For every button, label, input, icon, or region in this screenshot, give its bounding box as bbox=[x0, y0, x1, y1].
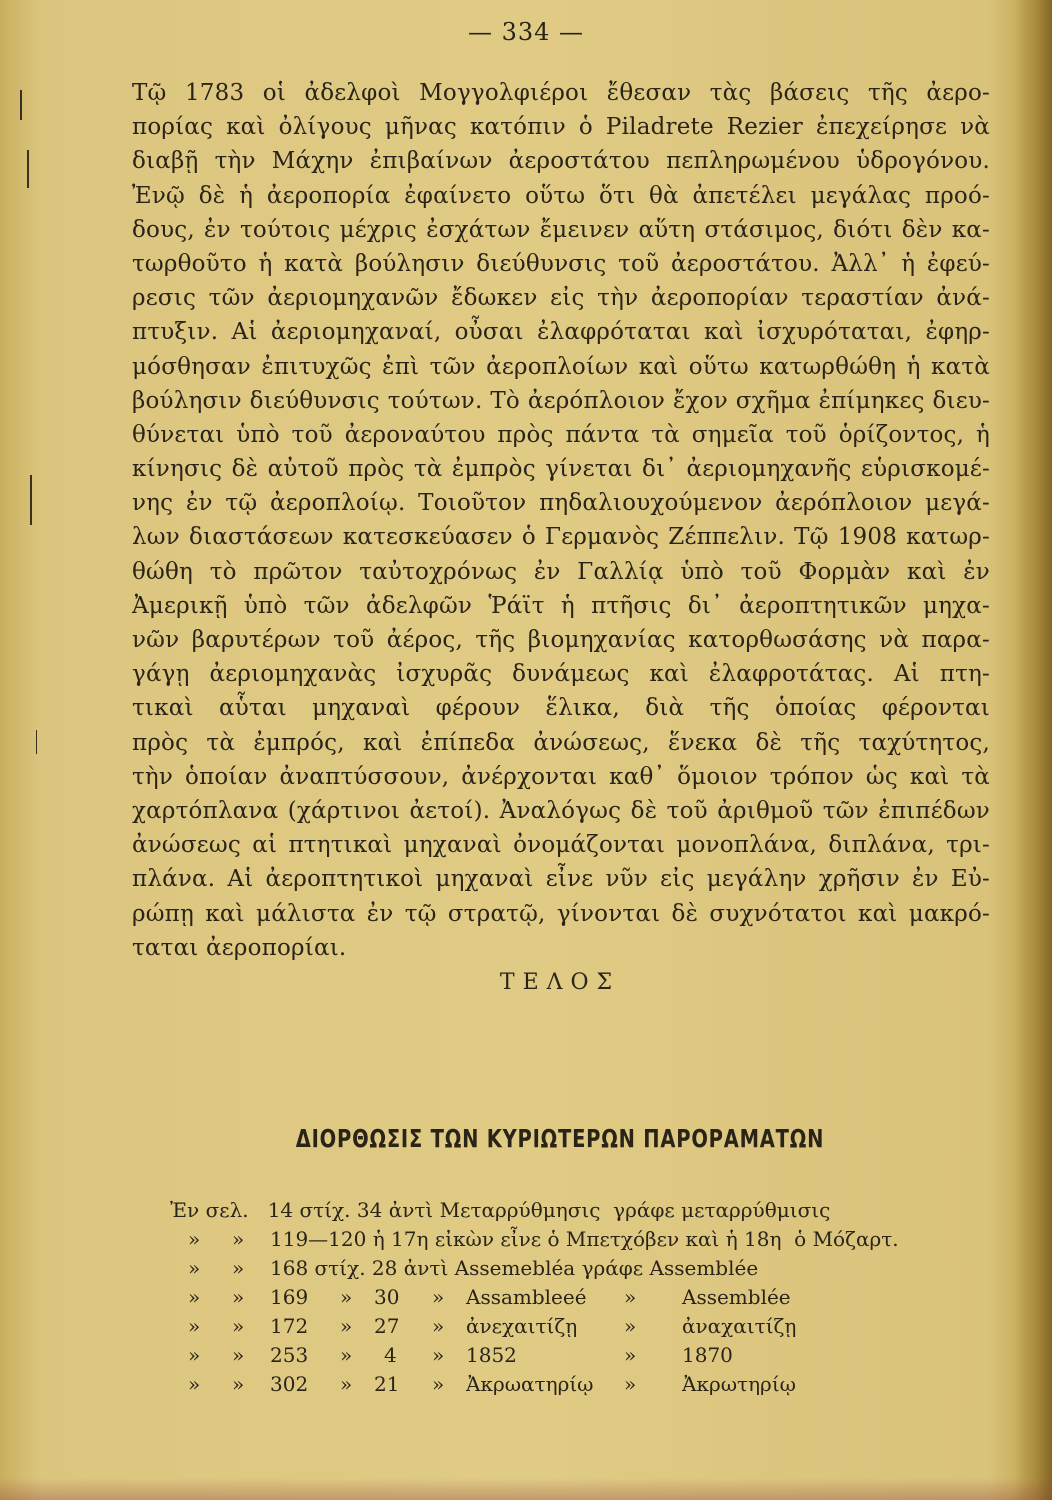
page-edge-shadow bbox=[1014, 0, 1052, 1500]
errata-row-text: 168 στίχ. 28 ἀντὶ Assemebléa γράφε Assemblée bbox=[270, 1256, 759, 1280]
ditto-mark: » bbox=[232, 1314, 245, 1338]
the-end-heading: ΤΕΛΟΣ bbox=[499, 970, 621, 995]
errata-line: 4 bbox=[384, 1343, 397, 1367]
text-line: βούλησιν διεύθυνσις τούτων. Τὸ ἀερόπλοιον ἔχον σχῆμα ἐπίμηκες διευ- bbox=[132, 387, 990, 414]
margin-pencil-mark bbox=[30, 475, 32, 525]
ditto-mark: » bbox=[432, 1285, 445, 1309]
text-line: πτυξιν. Αἱ ἀεριομηχαναί, οὖσαι ἐλαφρόταται καὶ ἰσχυρόταται, ἐφηρ- bbox=[132, 319, 990, 346]
page-bottom-edge bbox=[0, 1478, 1052, 1500]
errata-list bbox=[170, 1196, 970, 1399]
ditto-mark: » bbox=[232, 1227, 245, 1251]
ditto-mark: » bbox=[340, 1372, 353, 1396]
text-line: ρώπῃ καὶ μάλιστα ἐν τῷ στρατῷ, γίνονται δὲ συχνότατοι καὶ μακρό- bbox=[132, 900, 990, 927]
errata-row bbox=[170, 1196, 970, 1225]
text-line: ταται ἀεροπορίαι. bbox=[132, 934, 347, 961]
errata-wrong: 1852 bbox=[466, 1343, 517, 1367]
text-line: πορίας καὶ ὀλίγους μῆνας κατόπιν ὁ Piladrete Rezier ἐπεχείρησε νὰ bbox=[132, 114, 990, 141]
ditto-mark: » bbox=[188, 1343, 201, 1367]
ditto-mark: » bbox=[232, 1285, 245, 1309]
ditto-mark: » bbox=[188, 1285, 201, 1309]
errata-row bbox=[170, 1225, 970, 1254]
page-number: — 334 — bbox=[467, 18, 585, 46]
ditto-mark: » bbox=[340, 1314, 353, 1338]
errata-row-text: 119—120 ἡ 17η εἰκὼν εἶνε ὁ Μπετχόβεν καὶ ἡ 18η ὁ Μόζαρτ. bbox=[270, 1227, 899, 1251]
text-line: χαρτόπλανα (χάρτινοι ἀετοί). Ἀναλόγως δὲ τοῦ ἀριθμοῦ τῶν ἐπιπέδων bbox=[132, 797, 990, 824]
errata-wrong: ἀνεχαιτίζῃ bbox=[466, 1314, 578, 1338]
ditto-mark: » bbox=[340, 1285, 353, 1309]
ditto-mark: » bbox=[432, 1343, 445, 1367]
errata-line: 27 bbox=[374, 1314, 400, 1338]
text-line: ἀνώσεως αἱ πτητικαὶ μηχαναὶ ὀνομάζονται μονοπλάνα, διπλάνα, τρι- bbox=[132, 832, 990, 859]
errata-page: 253 bbox=[270, 1343, 309, 1367]
ditto-mark: » bbox=[624, 1285, 637, 1309]
text-line: ρεσις τῶν ἀεριομηχανῶν ἔδωκεν εἰς τὴν ἀεροπορίαν τεραστίαν ἀνά- bbox=[132, 285, 990, 312]
errata-right: Assemblée bbox=[682, 1285, 791, 1309]
errata-page: 169 bbox=[270, 1285, 309, 1309]
margin-pencil-mark bbox=[20, 90, 22, 120]
ditto-mark: » bbox=[232, 1372, 245, 1396]
ditto-mark: » bbox=[232, 1343, 245, 1367]
errata-page: 302 bbox=[270, 1372, 309, 1396]
errata-row bbox=[170, 1312, 970, 1341]
ditto-mark: » bbox=[188, 1256, 201, 1280]
errata-right: Ἀκρωτηρίῳ bbox=[682, 1372, 796, 1396]
text-line: Ἐνῷ δὲ ἡ ἀεροπορία ἐφαίνετο οὕτω ὅτι θὰ ἀπετέλει μεγάλας προό- bbox=[132, 182, 990, 209]
text-line: γάγῃ ἀεριομηχανὰς ἰσχυρᾶς δυνάμεως καὶ ἐλαφροτάτας. Αἱ πτη- bbox=[132, 661, 990, 688]
errata-page: 172 bbox=[270, 1314, 309, 1338]
ditto-mark: » bbox=[624, 1314, 637, 1338]
errata-row-text: Ἐν σελ. 14 στίχ. 34 ἀντὶ Μεταρρύθμησις γράφε μεταρρύθμισις bbox=[170, 1198, 831, 1222]
ditto-mark: » bbox=[624, 1372, 637, 1396]
errata-title: ΔΙΟΡΘΩΣΙΣ ΤΩΝ ΚΥΡΙΩΤΕΡΩΝ ΠΑΡΟΡΑΜΑΤΩΝ bbox=[295, 1124, 825, 1153]
ditto-mark: » bbox=[188, 1372, 201, 1396]
text-line: τὴν ὁποίαν ἀναπτύσσουν, ἀνέρχονται καθ᾽ ὅμοιον τρόπον ὡς καὶ τὰ bbox=[132, 763, 990, 790]
ditto-mark: » bbox=[624, 1343, 637, 1367]
ditto-mark: » bbox=[340, 1343, 353, 1367]
text-line: θύνεται ὑπὸ τοῦ ἀεροναύτου πρὸς πάντα τὰ σημεῖα τοῦ ὁρίζοντος, ἡ bbox=[132, 421, 990, 448]
errata-row bbox=[170, 1254, 970, 1283]
text-line: νῶν βαρυτέρων τοῦ ἀέρος, τῆς βιομηχανίας κατορθωσάσης νὰ παρα- bbox=[132, 627, 990, 653]
ditto-mark: » bbox=[432, 1372, 445, 1396]
errata-row bbox=[170, 1370, 970, 1399]
errata-line: 30 bbox=[374, 1285, 400, 1309]
errata-line: 21 bbox=[374, 1372, 400, 1396]
errata-right: ἀναχαιτίζῃ bbox=[682, 1314, 797, 1338]
text-line: διαβῇ τὴν Μάχην ἐπιβαίνων ἀεροστάτου πεπληρωμένου ὑδρογόνου. bbox=[132, 148, 990, 175]
text-line: Τῷ 1783 οἱ ἀδελφοὶ Μογγολφιέροι ἔθεσαν τὰς βάσεις τῆς ἀερο- bbox=[132, 80, 990, 106]
ditto-mark: » bbox=[188, 1227, 201, 1251]
text-line: μόσθησαν ἐπιτυχῶς ἐπὶ τῶν ἀεροπλοίων καὶ οὕτω κατωρθώθη ἡ κατὰ bbox=[132, 353, 990, 380]
text-line: νης ἐν τῷ ἀεροπλοίῳ. Τοιοῦτον πηδαλιουχούμενον ἀερόπλοιον μεγά- bbox=[132, 490, 990, 517]
errata-wrong: Ἀκρωατηρίῳ bbox=[466, 1372, 594, 1396]
errata-wrong: Assambleeé bbox=[466, 1285, 587, 1309]
text-line: πλάνα. Αἱ ἀεροπτητικοὶ μηχαναὶ εἶνε νῦν εἰς μεγάλην χρῆσιν ἐν Εὐ- bbox=[132, 866, 990, 893]
text-line: Ἀμερικῇ ὑπὸ τῶν ἀδελφῶν Ῥάϊτ ἡ πτῆσις δι᾽ ἀεροπτητικῶν μηχα- bbox=[132, 592, 990, 619]
text-line: τωρθοῦτο ἡ κατὰ βούλησιν διεύθυνσις τοῦ ἀεροστάτου. Ἀλλ᾽ ἡ ἐφεύ- bbox=[132, 250, 990, 277]
text-line: δους, ἐν τούτοις μέχρις ἐσχάτων ἔμεινεν αὕτη στάσιμος, διότι δὲν κα- bbox=[132, 216, 990, 243]
text-line: λων διαστάσεων κατεσκεύασεν ὁ Γερμανὸς Ζέππελιν. Τῷ 1908 κατωρ- bbox=[132, 524, 990, 551]
ditto-mark: » bbox=[432, 1314, 445, 1338]
text-line: κίνησις δὲ αὐτοῦ πρὸς τὰ ἐμπρὸς γίνεται δι᾽ ἀεριομηχανῆς εὑρισκομέ- bbox=[132, 456, 990, 483]
margin-pencil-mark bbox=[27, 150, 29, 188]
text-line: τικαὶ αὗται μηχαναὶ φέρουν ἕλικα, διὰ τῆς ὁποίας φέρονται bbox=[132, 695, 990, 722]
text-line: θώθη τὸ πρῶτον ταὐτοχρόνως ἐν Γαλλίᾳ ὑπὸ τοῦ Φορμὰν καὶ ἐν bbox=[132, 558, 990, 585]
main-paragraph bbox=[132, 76, 990, 965]
errata-right: 1870 bbox=[682, 1343, 733, 1367]
errata-row bbox=[170, 1283, 970, 1312]
errata-row bbox=[170, 1341, 970, 1370]
text-line: πρὸς τὰ ἐμπρός, καὶ ἐπίπεδα ἀνώσεως, ἕνεκα δὲ τῆς ταχύτητος, bbox=[132, 729, 990, 756]
margin-pencil-mark bbox=[36, 730, 37, 754]
ditto-mark: » bbox=[232, 1256, 245, 1280]
ditto-mark: » bbox=[188, 1314, 201, 1338]
